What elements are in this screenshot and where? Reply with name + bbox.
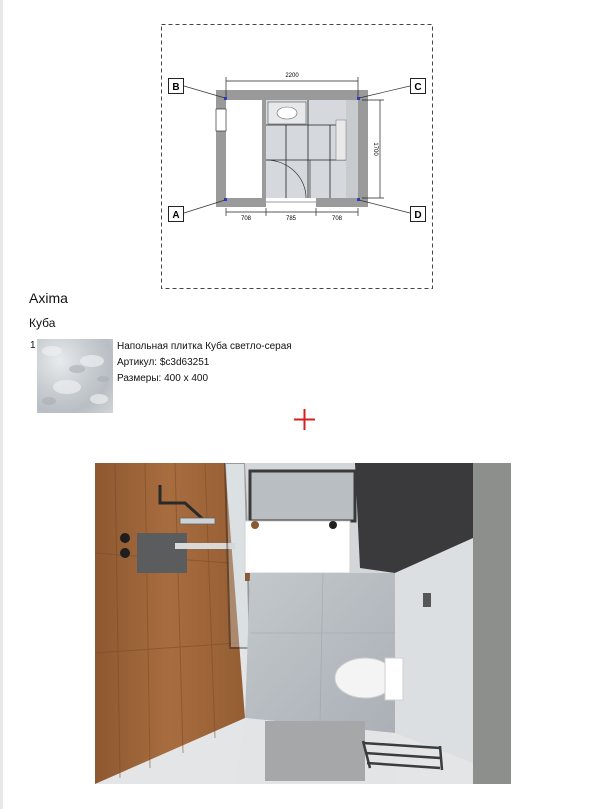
- svg-text:A: A: [172, 210, 180, 221]
- right-wall: [473, 463, 511, 784]
- shower-head: [180, 518, 215, 524]
- corner-label-d: [411, 207, 426, 222]
- floor-plan: [0, 0, 611, 300]
- towel-rail: [175, 543, 235, 549]
- side-wall-tile: [346, 100, 358, 198]
- sink: [277, 107, 297, 119]
- item-article: Артикул: $c3d63251: [117, 357, 210, 368]
- toilet: [336, 120, 346, 160]
- dim-bottom-line: [226, 208, 358, 216]
- collection-name: Куба: [29, 316, 56, 330]
- shower-niche: [137, 533, 187, 573]
- corner-label-b: [169, 79, 184, 94]
- brand-name: Axima: [29, 290, 68, 306]
- item-info: [117, 339, 292, 387]
- outlet: [423, 593, 431, 607]
- mirror: [250, 471, 355, 521]
- shower-knob: [120, 548, 130, 558]
- soap-dispenser: [251, 521, 259, 529]
- center-cross-icon: [294, 409, 315, 430]
- vanity-top: [245, 521, 350, 573]
- faucet: [329, 521, 337, 529]
- toilet-tank: [385, 658, 403, 700]
- dim-top: 2200: [285, 73, 299, 79]
- item-size: Размеры: 400 x 400: [117, 373, 209, 384]
- dim-right: 1700: [372, 142, 378, 156]
- item-index: 1: [30, 340, 36, 351]
- right-tile-wall: [395, 538, 473, 763]
- tile-swatch: [37, 339, 113, 413]
- shower-knob: [120, 533, 130, 543]
- shower-tray: [265, 721, 365, 781]
- svg-text:C: C: [414, 82, 422, 93]
- partition-wall: [262, 100, 266, 198]
- dim-bottom-middle: 785: [285, 216, 297, 222]
- door-opening: [266, 198, 316, 207]
- corner-label-c: [411, 79, 426, 94]
- dim-bottom-right: 708: [331, 216, 343, 222]
- svg-text:D: D: [414, 210, 422, 221]
- room-render: [95, 463, 511, 784]
- item-name: Напольная плитка Куба светло-серая: [117, 341, 292, 352]
- corner-label-a: [169, 207, 184, 222]
- wall-niche: [216, 109, 226, 131]
- dim-bottom-left: 708: [240, 216, 252, 222]
- svg-text:B: B: [172, 82, 180, 93]
